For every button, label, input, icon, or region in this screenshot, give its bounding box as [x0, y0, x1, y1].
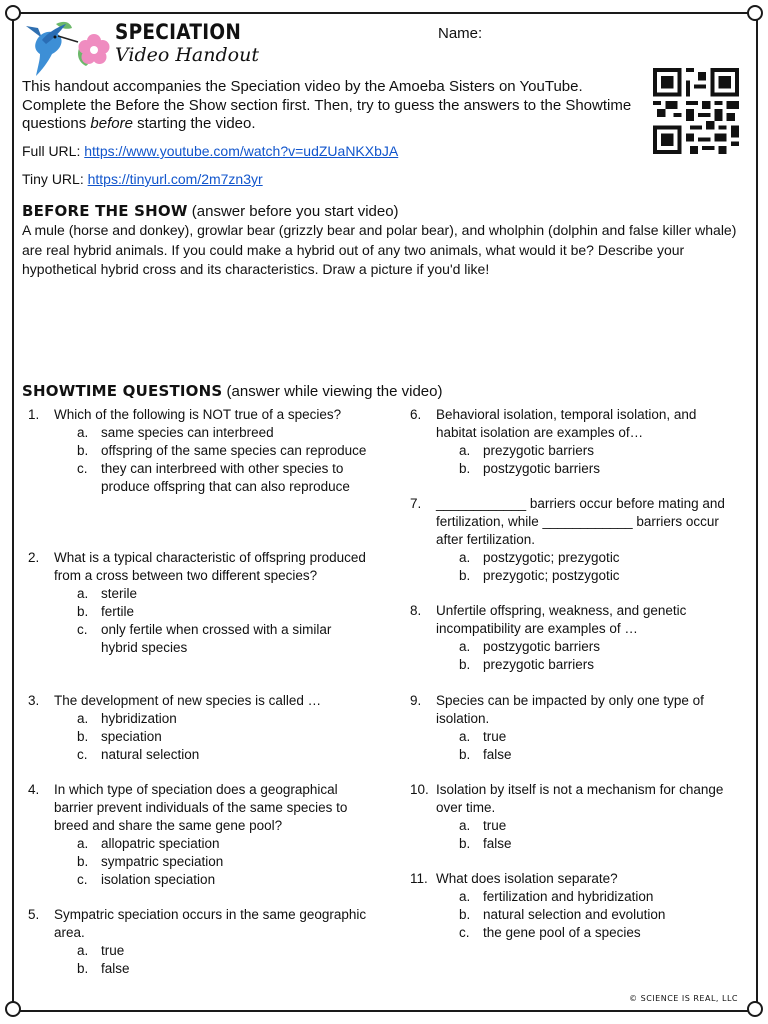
- option-text: prezygotic barriers: [483, 657, 595, 672]
- corner-ornament: [5, 1001, 21, 1017]
- page-title: SPECIATION: [115, 20, 242, 44]
- option-letter: b.: [77, 961, 89, 976]
- answer-option: [459, 567, 740, 585]
- option-text: prezygotic barriers: [483, 443, 595, 458]
- answer-options: [28, 942, 368, 978]
- answer-option: [77, 442, 368, 460]
- answer-option: [459, 906, 740, 924]
- option-letter: c.: [77, 872, 88, 887]
- option-text: same species can interbreed: [101, 425, 274, 440]
- option-text: false: [483, 836, 512, 851]
- copyright: © SCIENCE IS REAL, LLC: [629, 994, 738, 1003]
- option-letter: b.: [459, 568, 471, 583]
- section-note: (answer before you start video): [191, 203, 399, 220]
- option-letter: b.: [459, 836, 471, 851]
- question-text: Species can be impacted by only one type of isolation.: [436, 693, 704, 726]
- intro-text-end: starting the video.: [137, 115, 256, 132]
- question-number: 7.: [410, 496, 422, 511]
- option-text: hybridization: [101, 711, 177, 726]
- question-text: Sympatric speciation occurs in the same geographic area.: [54, 907, 367, 940]
- option-text: natural selection: [101, 747, 200, 762]
- option-text: the gene pool of a species: [483, 925, 641, 940]
- option-letter: b.: [459, 461, 471, 476]
- option-letter: b.: [77, 854, 89, 869]
- question-6: [410, 406, 740, 478]
- question-text: ____________ barriers occur before mating and fertilization, while ____________ barriers occur after fertilization.: [436, 496, 725, 547]
- question-number: 10.: [410, 782, 429, 797]
- showtime-heading: [22, 382, 442, 400]
- option-text: postzygotic barriers: [483, 639, 601, 654]
- option-text: fertilization and hybridization: [483, 889, 654, 904]
- answer-option: [459, 835, 740, 853]
- option-text: fertile: [101, 604, 135, 619]
- answer-option: [459, 746, 740, 764]
- option-text: true: [483, 729, 507, 744]
- question-text: Which of the following is NOT true of a species?: [54, 407, 342, 422]
- page-subtitle: Video Handout: [115, 44, 259, 66]
- option-letter: b.: [77, 604, 89, 619]
- answer-options: [28, 710, 368, 764]
- option-text: true: [101, 943, 125, 958]
- option-letter: a.: [459, 443, 471, 458]
- answer-option: [77, 710, 368, 728]
- question-5: [28, 906, 368, 978]
- option-text: speciation: [101, 729, 162, 744]
- answer-options: [410, 638, 740, 674]
- answer-option: [77, 853, 368, 871]
- question-text: The development of new species is called …: [54, 693, 322, 708]
- option-letter: a.: [77, 425, 89, 440]
- question-text: Unfertile offspring, weakness, and genetic incompatibility are examples of …: [436, 603, 687, 636]
- answer-option: [77, 460, 368, 496]
- question-number: 4.: [28, 782, 40, 797]
- section-heading: BEFORE THE SHOW: [22, 202, 188, 220]
- option-letter: a.: [77, 943, 89, 958]
- option-letter: a.: [459, 818, 471, 833]
- full-url-line: [22, 143, 398, 159]
- option-letter: c.: [77, 747, 88, 762]
- answer-option: [459, 460, 740, 478]
- answer-option: [77, 960, 368, 978]
- before-the-show-heading: [22, 202, 399, 220]
- answer-options: [410, 442, 740, 478]
- question-number: 5.: [28, 907, 40, 922]
- question-text: What does isolation separate?: [436, 871, 618, 886]
- option-text: prezygotic; postzygotic: [483, 568, 620, 583]
- question-text: Behavioral isolation, temporal isolation, and habitat isolation are examples of…: [436, 407, 697, 440]
- question-number: 1.: [28, 407, 40, 422]
- answer-option: [77, 835, 368, 853]
- option-text: they can interbreed with other species to produce offspring that can also reproduce: [101, 461, 350, 494]
- question-number: 8.: [410, 603, 422, 618]
- answer-option: [459, 549, 740, 567]
- answer-options: [28, 424, 368, 496]
- before-the-show-prompt: A mule (horse and donkey), growlar bear (grizzly bear and polar bear), and wholphin (dolphin and false killer whale) are real hybrid animals. If you could make a hybrid out of any two animals, what would it be? Describe your hypothetical hybrid cross and its characteristics. Draw a picture if you'd like!: [22, 222, 737, 277]
- question-number: 9.: [410, 693, 422, 708]
- option-text: offspring of the same species can reproduce: [101, 443, 367, 458]
- option-letter: c.: [77, 622, 88, 637]
- option-letter: a.: [77, 836, 89, 851]
- answer-option: [77, 621, 368, 657]
- option-letter: a.: [459, 639, 471, 654]
- option-letter: b.: [459, 747, 471, 762]
- option-letter: b.: [459, 907, 471, 922]
- intro-paragraph: [22, 78, 632, 134]
- corner-ornament: [747, 5, 763, 21]
- question-number: 3.: [28, 693, 40, 708]
- answer-options: [410, 888, 740, 942]
- answer-option: [77, 603, 368, 621]
- question-10: [410, 781, 740, 853]
- option-text: false: [483, 747, 512, 762]
- question-9: [410, 692, 740, 764]
- option-letter: c.: [77, 461, 88, 476]
- answer-option: [459, 638, 740, 656]
- question-3: [28, 692, 368, 764]
- full-url-label: Full URL:: [22, 143, 81, 159]
- question-text: Isolation by itself is not a mechanism for change over time.: [436, 782, 724, 815]
- answer-option: [459, 656, 740, 674]
- option-text: postzygotic; prezygotic: [483, 550, 620, 565]
- answer-option: [459, 442, 740, 460]
- option-text: allopatric speciation: [101, 836, 220, 851]
- section-note: (answer while viewing the video): [226, 383, 443, 400]
- question-number: 2.: [28, 550, 40, 565]
- option-text: only fertile when crossed with a similar hybrid species: [101, 622, 332, 655]
- option-text: isolation speciation: [101, 872, 216, 887]
- answer-option: [459, 924, 740, 942]
- question-number: 11.: [410, 871, 428, 886]
- tiny-url-link[interactable]: https://tinyurl.com/2m7zn3yr: [87, 171, 263, 187]
- option-text: false: [101, 961, 130, 976]
- answer-option: [77, 585, 368, 603]
- answer-options: [28, 835, 368, 889]
- option-letter: b.: [77, 729, 89, 744]
- hummingbird-flower-icon: [20, 16, 112, 80]
- answer-options: [410, 817, 740, 853]
- question-8: [410, 602, 740, 674]
- answer-options: [410, 728, 740, 764]
- option-letter: b.: [77, 443, 89, 458]
- question-11: [410, 870, 740, 942]
- option-text: sterile: [101, 586, 138, 601]
- option-letter: a.: [459, 729, 471, 744]
- answer-options: [410, 549, 740, 585]
- question-1: [28, 406, 368, 496]
- answer-option: [77, 728, 368, 746]
- option-text: sympatric speciation: [101, 854, 224, 869]
- answer-option: [77, 424, 368, 442]
- question-text: In which type of speciation does a geographical barrier prevent individuals of the same species to breed and share the same gene pool?: [54, 782, 348, 833]
- tiny-url-label: Tiny URL:: [22, 171, 84, 187]
- question-2: [28, 549, 368, 657]
- tiny-url-line: [22, 171, 263, 187]
- option-letter: a.: [459, 550, 471, 565]
- option-letter: c.: [459, 925, 470, 940]
- answer-option: [77, 942, 368, 960]
- full-url-link[interactable]: https://www.youtube.com/watch?v=udZUaNKXbJA: [84, 143, 399, 159]
- section-heading: SHOWTIME QUESTIONS: [22, 382, 223, 400]
- answer-option: [459, 728, 740, 746]
- option-text: true: [483, 818, 507, 833]
- intro-text: This handout accompanies the Speciation video by the Amoeba Sisters on YouTube. Complete the Before the Show section first. Then, try to guess the answers to the Showtime questions: [22, 78, 632, 132]
- answer-option: [77, 871, 368, 889]
- question-text: What is a typical characteristic of offspring produced from a cross between two different species?: [54, 550, 366, 583]
- option-letter: a.: [459, 889, 471, 904]
- option-letter: a.: [77, 586, 89, 601]
- qr-code-icon: [653, 68, 739, 154]
- answer-option: [77, 746, 368, 764]
- option-text: natural selection and evolution: [483, 907, 666, 922]
- option-text: postzygotic barriers: [483, 461, 601, 476]
- intro-emphasis: before: [90, 115, 133, 132]
- answer-option: [459, 888, 740, 906]
- option-letter: a.: [77, 711, 89, 726]
- name-label: Name:: [438, 25, 483, 42]
- corner-ornament: [5, 5, 21, 21]
- answer-option: [459, 817, 740, 835]
- corner-ornament: [747, 1001, 763, 1017]
- question-4: [28, 781, 368, 889]
- question-7: [410, 495, 740, 585]
- question-number: 6.: [410, 407, 422, 422]
- option-letter: b.: [459, 657, 471, 672]
- answer-options: [28, 585, 368, 657]
